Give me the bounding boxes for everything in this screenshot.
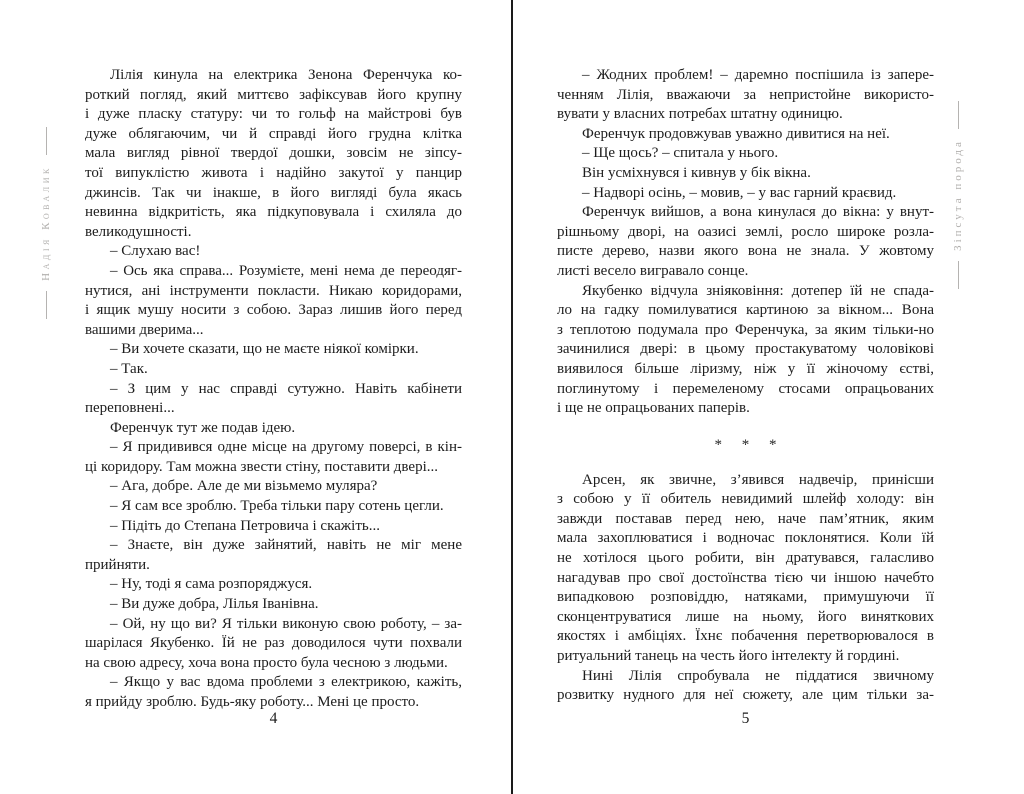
page-left-text — [85, 66, 462, 713]
text-line: сконцентруватися лише на ньому, його виняткових — [557, 608, 934, 625]
text-line: писте дерево, назви якого вона не знала. У жовтому — [557, 243, 934, 260]
text-line: випадковою розповіддю, натяками, примушуючи її — [557, 589, 934, 606]
text-line: з теплотою подумала про Ференчука, за яким тільки-но — [557, 321, 934, 338]
text-line: розвитку нудного для неї сюжету, але цим тільки за- — [557, 687, 934, 704]
page-number-right: 5 — [741, 710, 750, 727]
text-line: і ящик мушу носити з собою. Зараз лишив його перед — [85, 302, 462, 319]
text-line: – Якщо у вас вдома проблеми з електрикою, кажіть, — [110, 674, 462, 691]
text-line: – З цим у нас справді сутужно. Навіть кабінети — [110, 380, 462, 397]
page-gutter-divider — [511, 0, 513, 794]
text-line: ченням Лілія, вважаючи за непристойне використо- — [557, 86, 934, 103]
text-line: не хотілося цього робити, він дратувався, галасливо — [557, 550, 934, 567]
margin-rule — [46, 127, 47, 155]
text-line: – Я придивився одне місце на другому поверсі, в кін- — [110, 439, 462, 456]
text-line: ці коридору. Там можна звести стіну, поставити двері... — [85, 458, 438, 475]
author-name-label: Надія Ковалик — [40, 165, 52, 281]
text-line: невинна відкритість, яка підкуповувала і схиляла до — [85, 204, 462, 221]
text-line: – Жодних проблем! – даремно поспішила із запере- — [582, 67, 934, 83]
text-line: виявилося більше ліризму, ніж у її жіночому єстві, — [557, 360, 934, 377]
text-line: Ференчук тут же подав ідею. — [110, 419, 296, 436]
text-line: – Слухаю вас! — [110, 243, 201, 260]
text-line: – Ще щось? – спитала у нього. — [582, 145, 779, 162]
text-line: – Ви дуже добра, Лілья Іванівна. — [110, 596, 319, 613]
text-line: Якубенко відчула зніяковіння: дотепер їй не спада- — [582, 282, 934, 299]
text-line: джинсів. Так чи інакше, в його вигляді була якась — [85, 184, 462, 201]
book-title-label: Зіпсута порода — [952, 139, 964, 251]
text-line: – Я сам все зроблю. Треба тільки пару сотень цегли. — [110, 498, 444, 515]
margin-rule — [958, 261, 959, 289]
text-line: Арсен, як звичне, з’явився надвечір, принісши — [582, 471, 934, 488]
text-line: прийняти. — [85, 556, 150, 573]
text-line: Нині Лілія спробувала не піддатися звичному — [582, 667, 934, 684]
text-line: – Ой, ну що ви? Я тільки виконую свою роботу, – за- — [110, 615, 462, 632]
text-line: листі весело вигравало сонце. — [557, 262, 749, 279]
text-line: Ференчук продовжував уважно дивитися на неї. — [582, 125, 890, 142]
text-line: з собою у її обитель невидимий шлейф холоду: він — [557, 491, 934, 508]
text-line: якостях і амбіціях. Їхнє побачення перетворювалося в — [557, 628, 934, 645]
text-line: – Ось яка справа... Розумієте, мені нема де переодяг- — [110, 262, 462, 279]
text-line: на свою адресу, хоча вона просто була чесною з людьми. — [85, 654, 448, 671]
margin-rule — [46, 291, 47, 319]
text-line: і ще не опрацьованих паперів. — [557, 400, 750, 417]
text-line: – Ага, добре. Але де ми візьмемо муляра? — [110, 478, 378, 495]
text-line: переповнені... — [85, 400, 175, 417]
margin-rule — [958, 101, 959, 129]
text-line: вувати у власних потребах штатну одиницю. — [557, 106, 843, 123]
page-number-left: 4 — [269, 710, 278, 727]
section-separator: * * * — [714, 436, 785, 453]
text-line: – Знаєте, він дуже зайнятий, навіть не міг мене — [110, 537, 462, 554]
text-line: Він усміхнувся і кивнув у бік вікна. — [582, 164, 811, 181]
text-line: рішньому дворі, на оазисі землі, росло широке розла- — [557, 223, 934, 240]
text-line: шарілася Якубенко. Їй не раз доводилося чути похвали — [85, 635, 462, 652]
left-margin-author-strip — [38, 98, 54, 348]
text-line: зачинилися двері: в цьому простакуватому чоловікові — [557, 341, 934, 358]
page-right-text — [557, 66, 934, 706]
right-margin-title-strip — [950, 73, 966, 317]
text-line: вашими дверима... — [85, 321, 204, 338]
text-line: я прийду зроблю. Будь-яку роботу... Мені це просто. — [85, 694, 420, 710]
text-line: завжди поставав перед нею, наче пам’ятник, яким — [557, 510, 934, 527]
text-line: нагадував про свої достоїнства тією чи іншою начебто — [557, 569, 934, 586]
text-line: нутися, ані інструменти покласти. Никаю коридорами, — [85, 282, 462, 299]
text-line: Лілія кинула на електрика Зенона Ференчука ко- — [110, 67, 462, 83]
text-line: – Так. — [110, 360, 148, 377]
text-line: – Надворі осінь, – мовив, – у вас гарний краєвид. — [582, 184, 897, 201]
text-line: мала вигляд рівної твердої дошки, зовсім не зіпсу- — [85, 145, 462, 162]
text-line: великодушності. — [85, 223, 192, 240]
text-line: – Ну, тоді я сама розпоряджуся. — [110, 576, 313, 593]
text-line: – Підіть до Степана Петровича і скажіть... — [110, 517, 380, 534]
text-line: мала захоплюватися і водночас поклонятися. Коли їй — [557, 530, 934, 547]
text-line: ритуальний танець на честь його інтелекту й гордині. — [557, 648, 900, 665]
text-line: тої випуклістю живота і надійно закутої у панцир — [85, 164, 462, 181]
text-line: ло на гадку помилуватися картиною за вікном... Вона — [557, 302, 934, 319]
text-line: і дуже пласку статуру: чи то гольф на майстрові був — [85, 106, 462, 123]
text-line: – Ви хочете сказати, що не маєте ніякої комірки. — [110, 341, 419, 358]
text-line: роткий погляд, який миттєво зафіксував його крупну — [85, 86, 462, 103]
text-line: дуже облягаючим, чи й справді його грудна клітка — [85, 125, 462, 142]
text-line: поглинутому і перемеленому стосами опрацьованих — [557, 380, 934, 397]
text-line: Ференчук вийшов, а вона кинулася до вікна: у внут- — [582, 204, 934, 221]
